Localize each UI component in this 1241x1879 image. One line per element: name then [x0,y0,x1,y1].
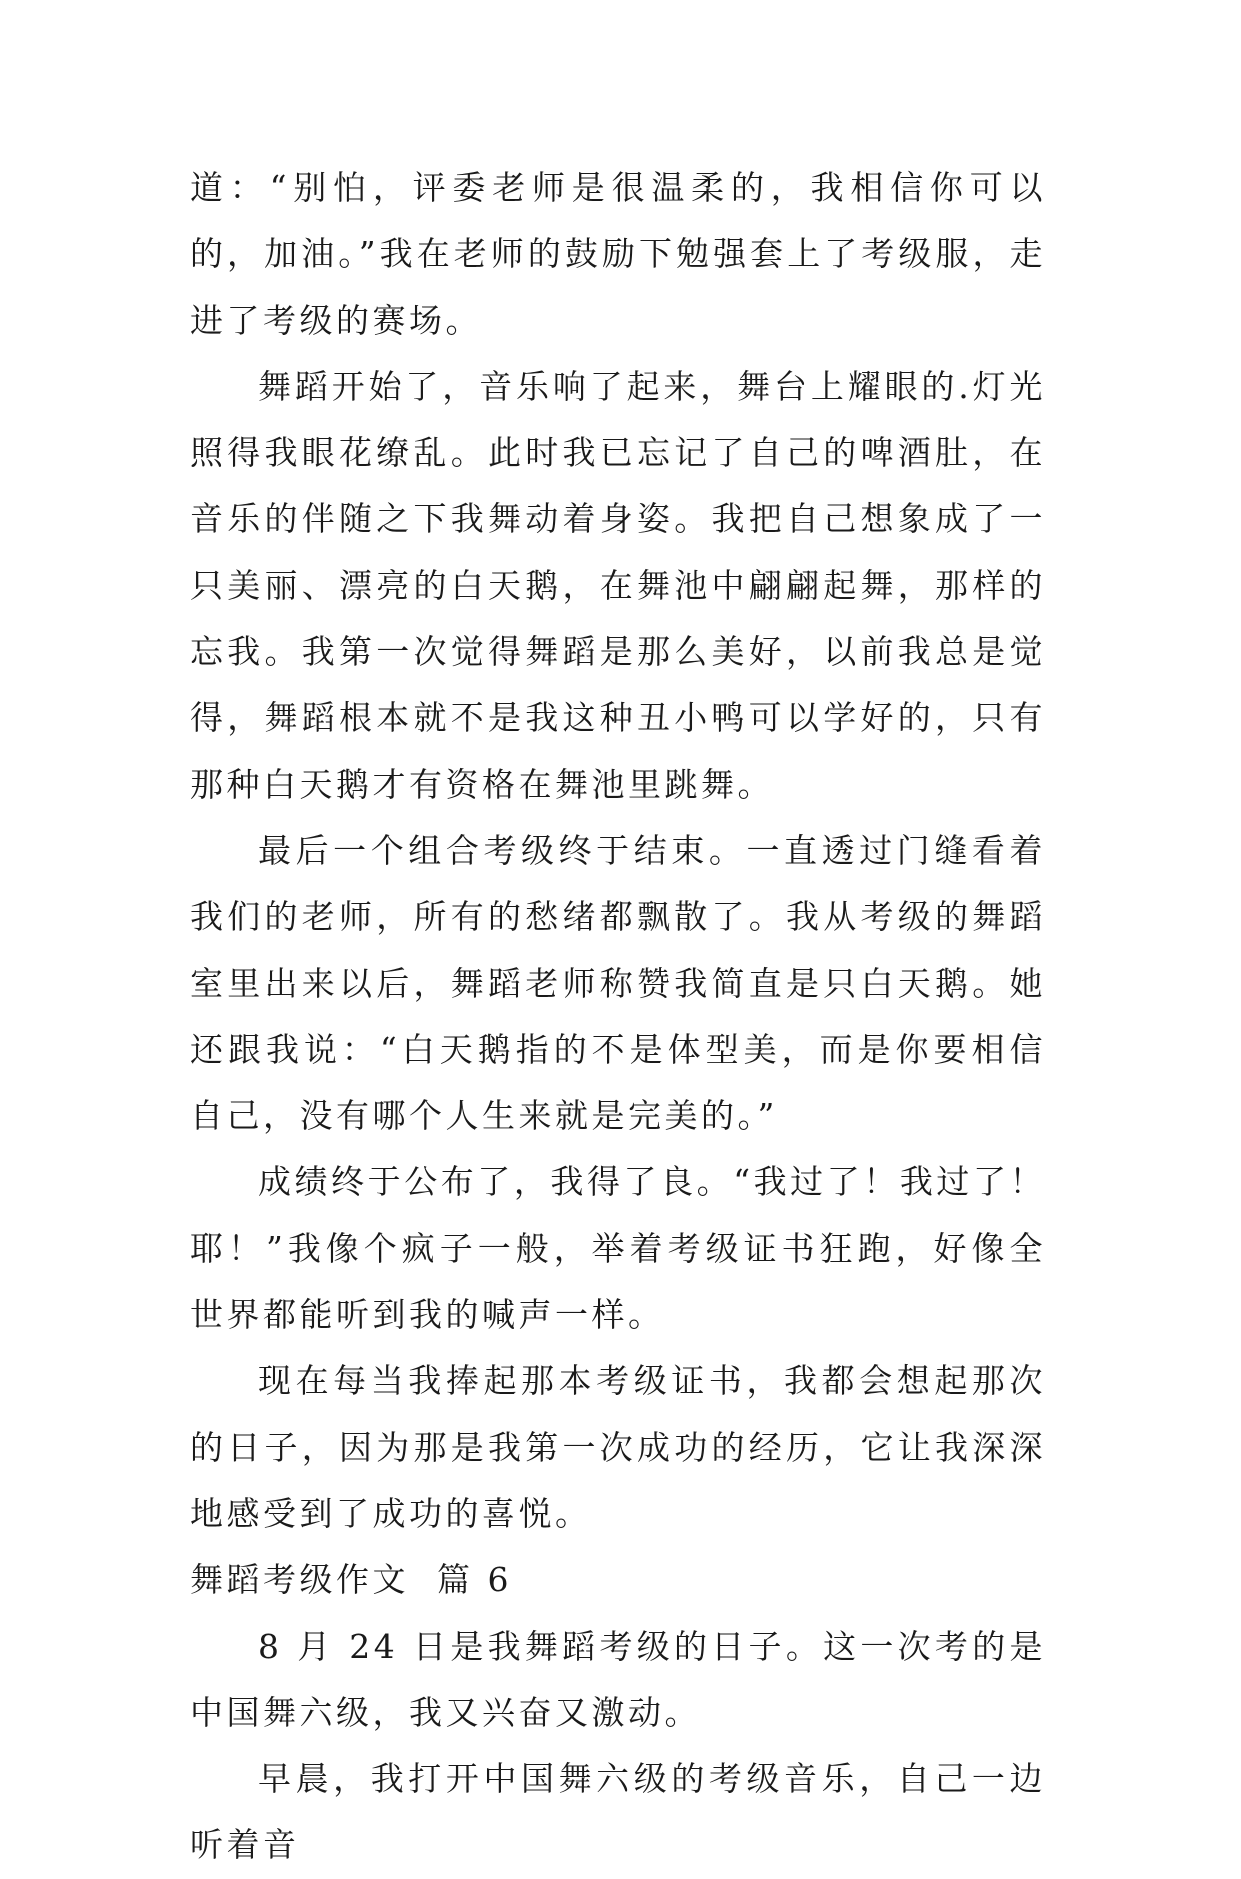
paragraph: 最后一个组合考级终于结束。一直透过门缝看着我们的老师，所有的愁绪都飘散了。我从考级的舞蹈室里出来以后，舞蹈老师称赞我简直是只白天鹅。她还跟我说：“白天鹅指的不是体型美，而是你要相信自己，没有哪个人生来就是完美的。” [190,830,1046,1136]
paragraph: 舞蹈开始了，音乐响了起来，舞台上耀眼的.灯光照得我眼花缭乱。此时我已忘记了自己的啤酒肚，在音乐的伴随之下我舞动着身姿。我把自己想象成了一只美丽、漂亮的白天鹅，在舞池中翩翩起舞，那样的忘我。我第一次觉得舞蹈是那么美好，以前我总是觉得，舞蹈根本就不是我这种丑小鸭可以学好的，只有那种白天鹅才有资格在舞池里跳舞。 [190,366,1046,804]
section-heading: 舞蹈考级作文 篇 6 [190,1560,512,1600]
paragraph: 早晨，我打开中国舞六级的考级音乐，自己一边听着音 [190,1759,1046,1865]
paragraph: 成绩终于公布了，我得了良。“我过了！我过了！耶！”我像个疯子一般，举着考级证书狂跑，好像全世界都能听到我的喊声一样。 [190,1162,1046,1335]
paragraph: 道：“别怕，评委老师是很温柔的，我相信你可以的，加油。”我在老师的鼓励下勉强套上了考级服，走进了考级的赛场。 [190,168,1046,340]
paragraph: 现在每当我捧起那本考级证书，我都会想起那次的日子，因为那是我第一次成功的经历，它让我深深地感受到了成功的喜悦。 [190,1361,1046,1533]
paragraph: 8 月 24 日是我舞蹈考级的日子。这一次考的是中国舞六级，我又兴奋又激动。 [190,1626,1046,1732]
document-body [190,155,1046,1879]
